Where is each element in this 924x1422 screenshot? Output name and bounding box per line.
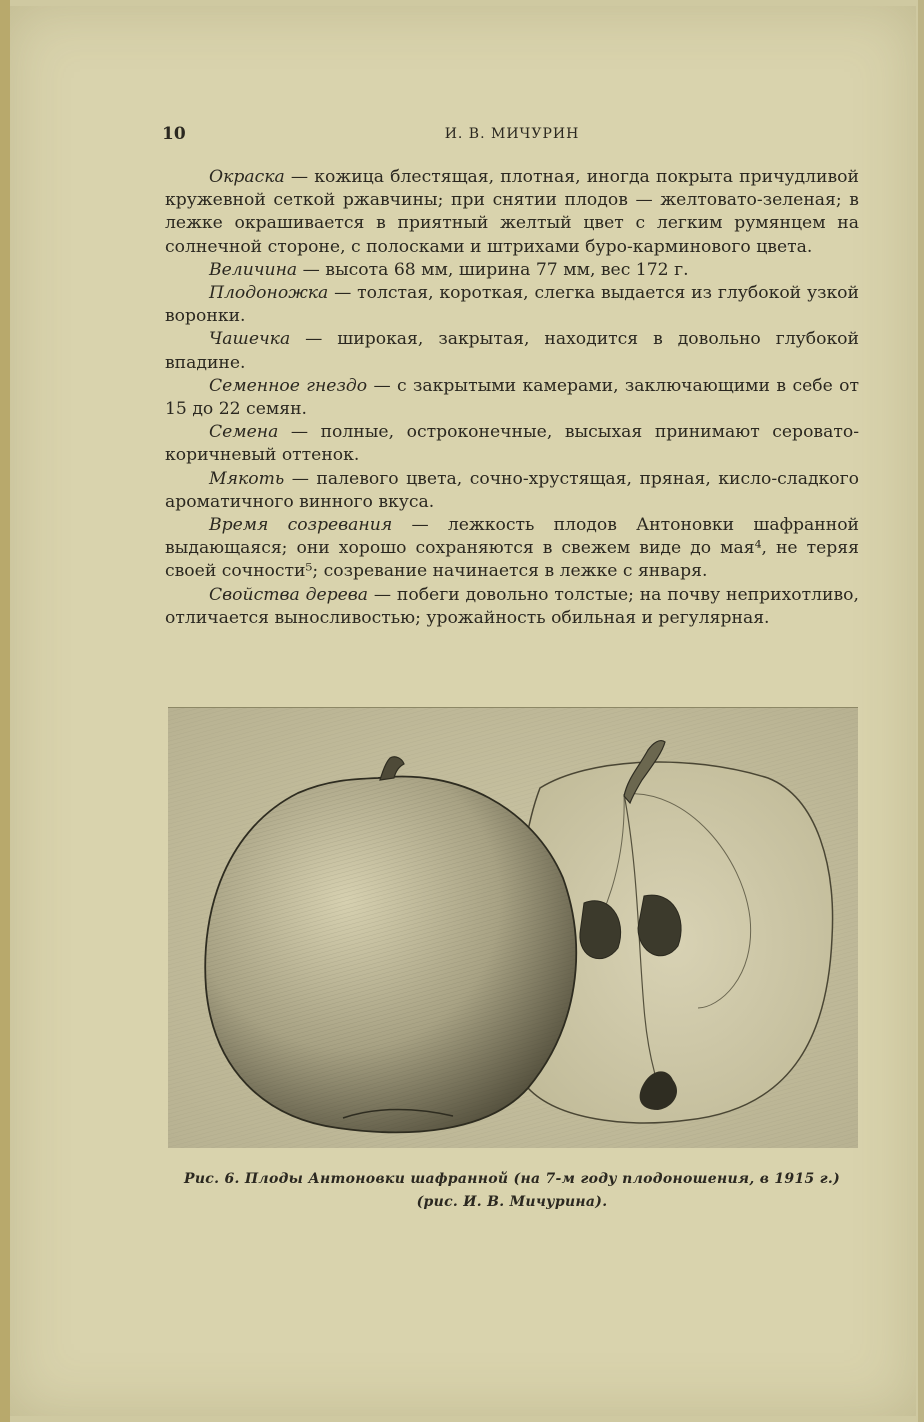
paragraph-body: — кожица блестящая, плотная, иногда покрыта причудливой кружевной сеткой ржавчины; при снятии плодов — желтовато-зеленая; в лежке окрашивается в приятный желтый цвет с легким румянцем на солнечной стороне, с полосками и штрихами буро-карминового цвета. <box>165 167 859 257</box>
term: Чашечка <box>209 329 291 350</box>
term: Окраска <box>209 167 285 187</box>
paragraph-body: — толстая, короткая, слегка выдается из глубокой узкой воронки. <box>165 283 859 327</box>
term: Мякоть <box>209 468 285 489</box>
paragraph-body: — полные, остроконечные, высыхая принимают серовато-коричневый оттенок. <box>165 422 859 466</box>
paragraph-flesh <box>165 468 859 514</box>
figure-caption <box>165 1168 859 1214</box>
page-number: 10 <box>162 124 186 144</box>
page-edge-left <box>0 0 10 1422</box>
page-edge-right <box>918 0 924 1422</box>
running-head: И. В. МИЧУРИН <box>444 126 580 142</box>
paragraph-calyx <box>165 328 859 374</box>
paragraph-tree <box>165 584 859 630</box>
term: Величина <box>209 259 298 280</box>
paragraph-seed-chamber <box>165 375 859 421</box>
paragraph-color <box>165 166 859 259</box>
caption-line-2: (рис. И. В. Мичурина). <box>416 1194 608 1210</box>
paragraph-body: — широкая, закрытая, находится в довольно глубокой впадине. <box>165 329 859 373</box>
paragraph-body: — палевого цвета, сочно-хрустящая, пряная, кисло-сладкого ароматичного винного вкуса. <box>165 468 859 512</box>
paragraph-body: — высота 68 мм, ширина 77 мм, вес 172 г. <box>297 259 689 280</box>
term: Свойства дерева <box>209 584 369 605</box>
term: Семенное гнездо <box>209 375 368 396</box>
caption-line-1: Рис. 6. Плоды Антоновки шафранной (на 7-м году плодоношения, в 1915 г.) <box>184 1171 840 1187</box>
paragraph-size <box>165 259 859 282</box>
term: Семена <box>209 422 279 443</box>
paragraph-stem <box>165 282 859 328</box>
paragraph-body: — лежкость плодов Антоновки шафранной выдающаяся; они хорошо сохраняются в свежем виде до мая⁴, не теряя своей сочности⁵; созревание начинается в лежке с января. <box>165 515 859 582</box>
body-text <box>165 166 859 630</box>
term: Время созревания <box>209 515 393 536</box>
paragraph-seeds <box>165 421 859 467</box>
paragraph-body: — с закрытыми камерами, заключающими в себе от 15 до 22 семян. <box>165 375 860 420</box>
term: Плодоножка <box>209 283 329 304</box>
apple-illustration <box>168 707 858 1148</box>
page-header <box>162 124 862 148</box>
paragraph-body: — побеги довольно толстые; на почву неприхотливо, отличается выносливостью; урожайность обильная и регулярная. <box>165 584 859 628</box>
paragraph-ripening <box>165 514 859 584</box>
